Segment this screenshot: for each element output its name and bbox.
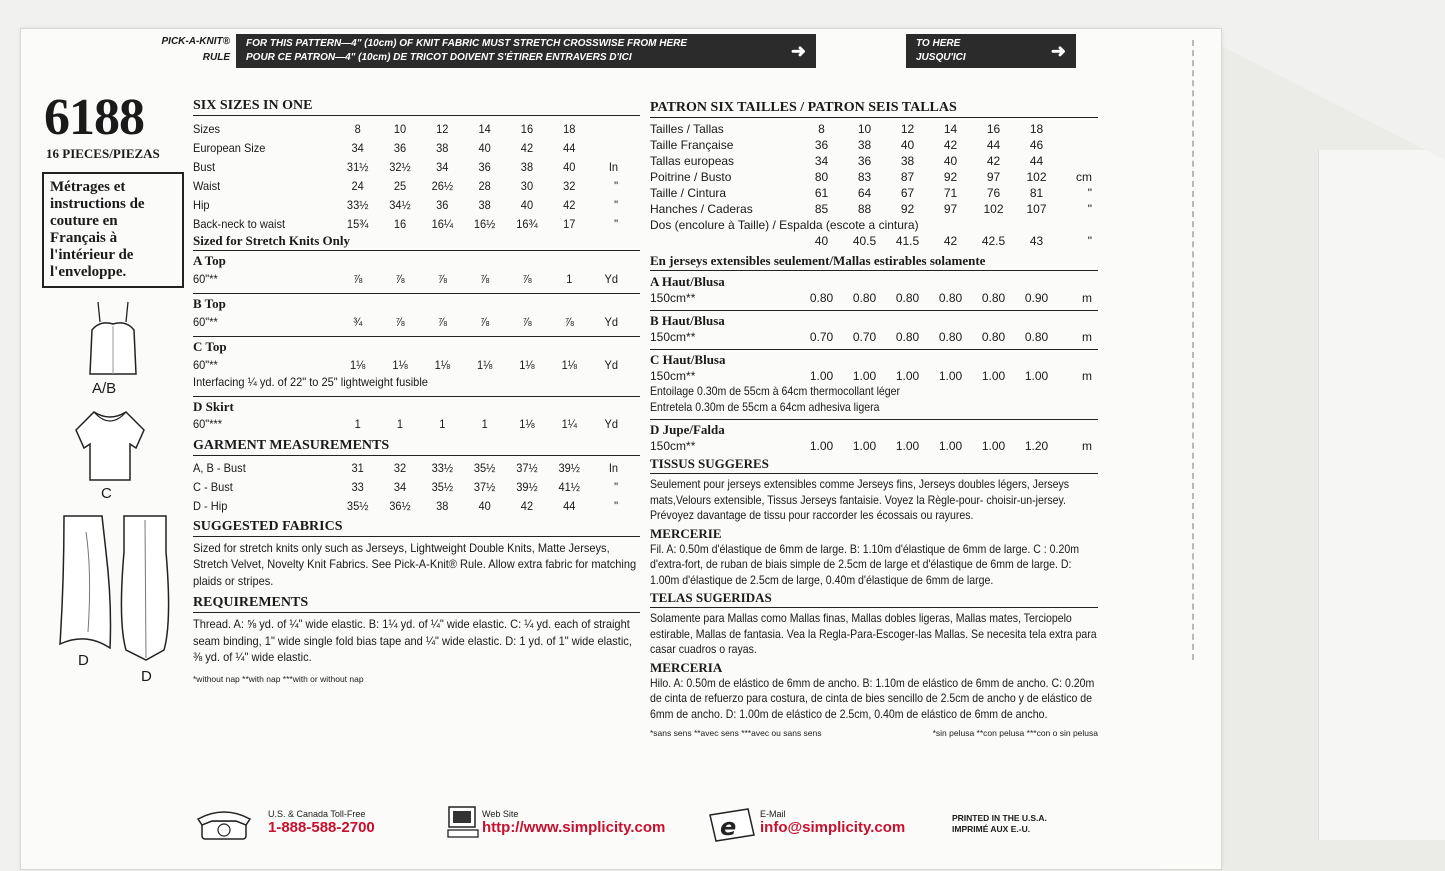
yardage-row: 60"** ¾ ⅞ ⅞ ⅞ ⅞ ⅞ Yd xyxy=(193,314,619,329)
merceria-title: MERCERIA xyxy=(650,659,723,675)
requirements-text: Thread. A: ⅝ yd. of ¼" wide elastic. B: 1¼ yd. of ¼" wide elastic. C: ¼ yd. each of straight seam binding, 1" wide single fold bias tape and ¼" wide elastic. D: 1 yd. of 1" wide elastic, ⅜ yd. of ¼" wide elastic. xyxy=(193,617,632,664)
stretch-text-fr: POUR CE PATRON—4" (10cm) DE TRICOT DOIVENT S'ÉTIRER ENTRAVERS D'ICI xyxy=(246,52,632,63)
french-spanish-column xyxy=(650,100,1098,738)
yardage-row: 150cm** 0.70 0.70 0.80 0.80 0.80 0.80 m xyxy=(650,330,1092,344)
size-row: Hip 33½ 34½ 36 38 40 42 " xyxy=(193,197,619,212)
entoilage-note: Entoilage 0.30m de 55cm à 64cm thermocollant léger xyxy=(650,384,901,398)
requirements-title: REQUIREMENTS xyxy=(193,595,640,613)
garment-row: C - Bust 33 34 35½ 37½ 39½ 41½ " xyxy=(193,480,619,494)
phone-contact xyxy=(196,805,416,845)
suggested-fabrics-text: Sized for stretch knits only such as Jerseys, Lightweight Double Knits, Matte Jerseys, Stretch Velvet, Novelty Knit Fabrics. See Pick-A-Knit® Rule. Allow extra fabric for matching plaids or stripes. xyxy=(193,540,637,588)
garment-measurements-title: GARMENT MEASUREMENTS xyxy=(193,438,640,456)
garment-row: A, B - Bust 31 32 33½ 35½ 37½ 39½ In xyxy=(193,461,619,475)
pick-a-knit-label: PICK-A-KNIT® RULE xyxy=(161,36,230,63)
to-here-bar xyxy=(906,34,1076,68)
tissus-title: TISSUS SUGGERES xyxy=(650,456,1098,474)
yardage-view-title: D Jupe/Falda xyxy=(650,422,725,437)
suggested-fabrics-title: SUGGESTED FABRICS xyxy=(193,519,640,537)
yardage-view-title: B Haut/Blusa xyxy=(650,313,725,328)
yardage-view-title: B Top xyxy=(193,296,226,311)
nap-footnote-fr: *sans sens **avec sens ***avec ou sans sens xyxy=(650,728,822,738)
to-here-en: TO HERE xyxy=(916,38,961,49)
to-here-fr: JUSQU'ICI xyxy=(916,52,966,63)
telas-title: TELAS SUGERIDAS xyxy=(650,590,1098,608)
computer-icon xyxy=(446,805,480,839)
tee-sketch-icon xyxy=(70,408,150,484)
web-label: Web Site xyxy=(482,809,519,819)
size-chart xyxy=(193,119,640,233)
svg-text:e: e xyxy=(720,813,737,841)
back-waist-label: Dos (encolure à Taille) / Espalda (escote a cintura) xyxy=(650,218,919,232)
size-row: Poitrine / Busto 80 83 87 92 97 102 cm xyxy=(650,170,1092,184)
yardage-row: 60"** 1⅛ 1⅛ 1⅛ 1⅛ 1⅛ 1⅛ Yd xyxy=(193,357,619,372)
email-label: E-Mail xyxy=(760,809,786,819)
yardage-view-title: C Top xyxy=(193,339,227,354)
yardage-view-title: C Haut/Blusa xyxy=(650,352,726,367)
view-label-ab: A/B xyxy=(92,380,117,397)
phone-label: U.S. & Canada Toll-Free xyxy=(268,809,366,819)
yardage-view-title: A Haut/Blusa xyxy=(650,274,725,289)
view-label-d2: D xyxy=(141,668,152,685)
web-contact xyxy=(446,805,696,845)
english-column xyxy=(193,98,640,684)
view-label-d1: D xyxy=(78,652,89,669)
camisole-sketch-icon xyxy=(78,300,150,378)
yardage-row: 150cm** 0.80 0.80 0.80 0.80 0.80 0.90 m xyxy=(650,291,1092,305)
entretela-note: Entretela 0.30m de 55cm a 64cm adhesiva ligera xyxy=(650,399,880,414)
web-link[interactable]: http://www.simplicity.com xyxy=(482,819,666,836)
size-row: 40 40.5 41.5 42 42.5 43 " xyxy=(814,234,1092,248)
yardage-row: 150cm** 1.00 1.00 1.00 1.00 1.00 1.00 m xyxy=(650,369,1092,383)
arrow-right-icon: ➜ xyxy=(790,41,806,61)
email-contact xyxy=(704,805,944,845)
stretch-from-here-bar xyxy=(236,34,816,68)
flap-strip xyxy=(1318,150,1445,840)
size-row: Back-neck to waist 15¾ 16 16¼ 16½ 16¾ 17 " xyxy=(193,216,619,231)
mercerie-text: Fil. A: 0.50m d'élastique de 6mm de large. B: 1.10m d'élastique de 6mm de large. C : 0.20m d'extra-fort, de ruban de biais simple de 2.5cm de large et d'élastique de 6mm de large. D: 1.00m d'élastique de 2.5cm de large, 0.40m d'élastique de 6mm de large. xyxy=(650,541,1079,587)
tissus-text: Seulement pour jerseys extensibles comme Jerseys fins, Jerseys doubles légers, Jerseys mats,Velours extensible, Tissus Jerseys fantaisie. Voyez la Règle-pour- choisir-un-jersey. Prévoyez davantage de tissu pour raccorder les écossais ou rayures. xyxy=(650,477,1070,522)
yardage-view-title: D Skirt xyxy=(193,398,234,414)
yardage-row: 60"** ⅞ ⅞ ⅞ ⅞ ⅞ 1 Yd xyxy=(193,271,619,286)
arrow-right-icon: ➜ xyxy=(1050,41,1066,61)
yardage-row: 150cm** 1.00 1.00 1.00 1.00 1.00 1.20 m xyxy=(650,439,1092,453)
size-row: Taille / Cintura 61 64 67 71 76 81 " xyxy=(650,186,1092,200)
pieces-count: 16 PIECES/PIEZAS xyxy=(46,146,160,161)
yardage-view-title: A Top xyxy=(193,253,226,268)
contact-footer xyxy=(196,805,1126,853)
nap-footnote: *without nap **with nap ***with or without nap xyxy=(193,673,364,684)
size-row: European Size 34 36 38 40 42 44 xyxy=(193,140,576,155)
garment-row: D - Hip 35½ 36½ 38 40 42 44 " xyxy=(193,499,619,513)
pattern-number: 6188 xyxy=(44,89,144,146)
view-label-c: C xyxy=(101,485,112,502)
flap-cut xyxy=(1190,30,1445,160)
stretch-text-en: FOR THIS PATTERN—4" (10cm) OF KNIT FABRIC MUST STRETCH CROSSWISE FROM HERE xyxy=(246,38,688,49)
size-row: Waist 24 25 26½ 28 30 32 " xyxy=(193,178,619,193)
size-row: Bust 31½ 32½ 34 36 38 40 In xyxy=(193,159,619,174)
email-icon xyxy=(704,805,756,843)
size-row: Taille Française 36 38 40 42 44 46 xyxy=(650,138,1044,152)
sizes-title-fr-es: PATRON SIX TAILLES / PATRON SEIS TALLAS xyxy=(650,100,1098,118)
skirt-back-sketch-icon xyxy=(116,512,174,662)
email-address[interactable]: info@simplicity.com xyxy=(760,819,906,836)
phone-icon xyxy=(196,807,254,841)
interfacing-note: Interfacing ¼ yd. of 22" to 25" lightweight fusible xyxy=(193,375,428,389)
stretch-knits-title-fr-es: En jerseys extensibles seulement/Mallas estirables solamente xyxy=(650,253,1098,271)
printed-in-usa: PRINTED IN THE U.S.A. IMPRIMÉ AUX E.-U. xyxy=(952,813,1047,834)
perforation-line xyxy=(1192,40,1194,660)
yardage-row: 60"*** 1 1 1 1 1⅛ 1¼ Yd xyxy=(193,417,619,431)
phone-number[interactable]: 1-888-588-2700 xyxy=(268,819,375,836)
nap-footnote-es: *sin pelusa **con pelusa ***con o sin pelusa xyxy=(932,728,1098,738)
mercerie-title: MERCERIE xyxy=(650,525,722,541)
stretch-knits-title: Sized for Stretch Knits Only xyxy=(193,233,640,251)
sizes-title: SIX SIZES IN ONE xyxy=(193,98,640,116)
french-instructions-note: Métrages et instructions de couture en Français à l'intérieur de l'enveloppe. xyxy=(42,172,184,288)
pick-a-knit-rule xyxy=(152,34,1076,68)
telas-text: Solamente para Mallas como Mallas finas, Mallas dobles ligeras, Mallas mates, Terciopelo estirable, Mallas de fantasia. Vea la Regla-Para-Escoger-las Mallas. Se necesita tela extra para casar cuadros o rayas. xyxy=(650,611,1097,656)
merceria-text: Hilo. A: 0.50m de elástico de 6mm de ancho. B: 1.10m de elástico de 6mm de ancho. C: 0.20m de cinta de refuerzo para costura, de cinta de bies sencillo de 2.5cm de ancho y de elástico de 6mm de ancho. D: 1.00m de elástico de 2.5cm, 0.40m de elástico de 6mm de ancho. xyxy=(650,675,1095,721)
size-row: Hanches / Caderas 85 88 92 97 102 107 " xyxy=(650,202,1092,216)
size-row: Tailles / Tallas 8 10 12 14 16 18 xyxy=(650,122,1044,136)
skirt-sketch-icon xyxy=(56,512,116,652)
size-row: Sizes 8 10 12 14 16 18 xyxy=(193,121,576,136)
size-row: Tallas europeas 34 36 38 40 42 44 xyxy=(650,154,1044,168)
